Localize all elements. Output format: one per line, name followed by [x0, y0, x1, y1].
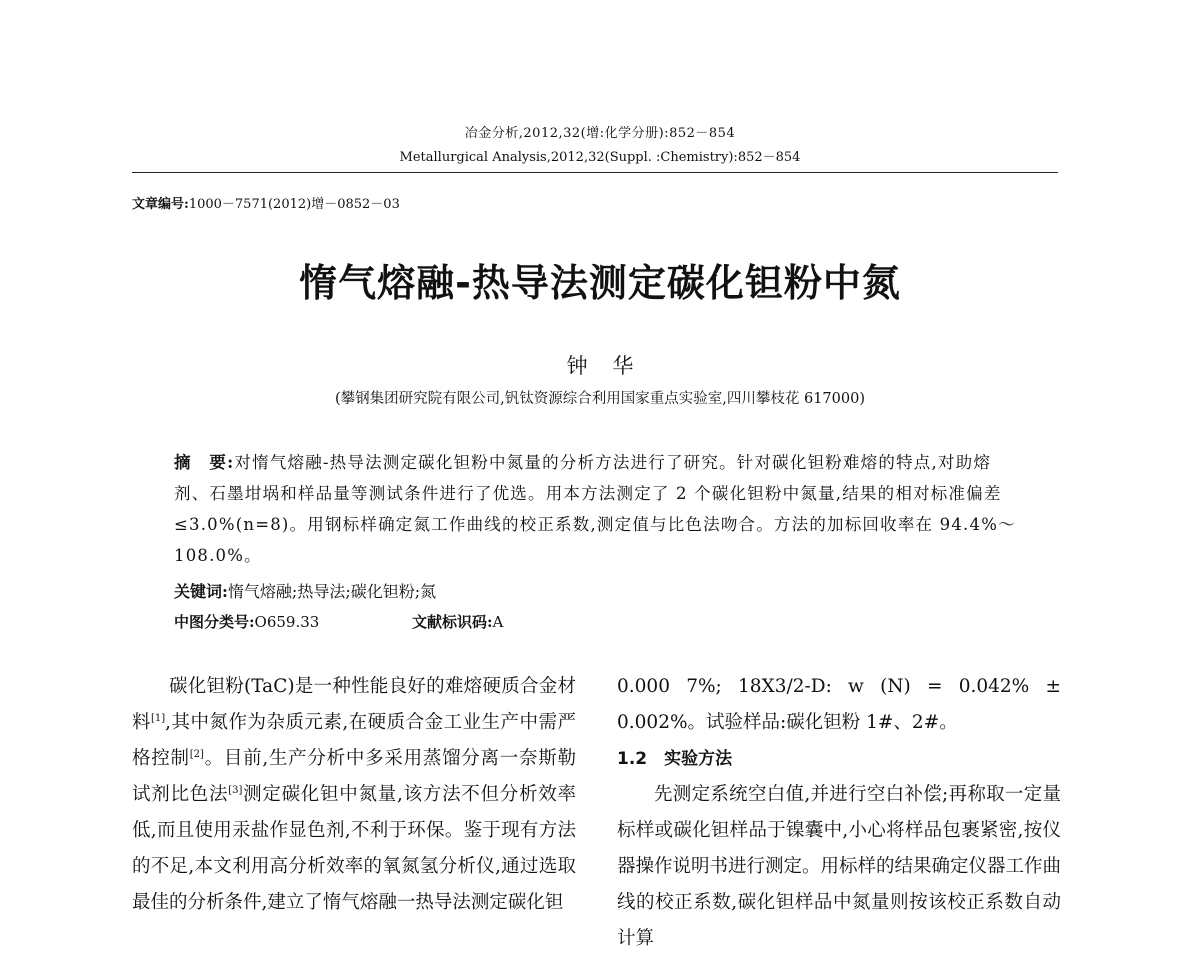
abstract-text: 对惰气熔融-热导法测定碳化钽粉中氮量的分析方法进行了研究。针对碳化钽粉难熔的特点,对助熔剂、石墨坩埚和样品量等测试条件进行了优选。用本方法测定了 2 个碳化钽粉中氮量,结果的相对标准偏差≤3.0%(n=8)。用钢标样确定氮工作曲线的校正系数,测定值与比色法吻合。方法的加标回收率在 94.4%～108.0%。 — [174, 453, 1016, 565]
citation-1: [1] — [150, 712, 166, 724]
body-left-column — [132, 669, 576, 921]
intro-text-1: 碳化钽粉(TaC)是一种性能良好的难熔硬质合金材料 — [132, 676, 576, 733]
method-paragraph: 先测定系统空白值,并进行空白补偿;再称取一定量标样或碳化钽样品于镍囊中,小心将样品包裹紧密,按仪器操作说明书进行测定。用标样的结果确定仪器工作曲线的校正系数,碳化钽样品中氮量则按该校正系数自动计算 — [617, 784, 1062, 949]
section-heading: 1.2 实验方法 — [617, 749, 733, 769]
citation-3: [3] — [228, 784, 243, 796]
article-number — [132, 193, 400, 212]
header-rule — [132, 172, 1058, 173]
keywords-label: 关键词: — [174, 582, 228, 601]
paper-title: 惰气熔融-热导法测定碳化钽粉中氮 — [299, 261, 901, 305]
intro-text-3: 。目前,生产分析中多采用蒸馏分离一奈斯勒试剂比色法 — [132, 748, 576, 805]
keywords — [174, 579, 436, 602]
abstract — [174, 447, 1026, 571]
doc-code-label: 文献标识码: — [412, 613, 493, 631]
doc-code-value: A — [492, 613, 504, 631]
journal-header-cn: 冶金分析,2012,32(增:化学分册):852－854 — [464, 126, 736, 141]
author: 钟 华 — [566, 354, 634, 378]
abstract-label: 摘 要: — [174, 453, 235, 472]
affiliation: (攀钢集团研究院有限公司,钒钛资源综合利用国家重点实验室,四川攀枝花 617000) — [335, 391, 865, 407]
clc-label: 中图分类号: — [174, 613, 255, 631]
intro-text-2: ,其中氮作为杂质元素,在硬质合金工业生产中需严格控制 — [132, 712, 576, 769]
citation-2: [2] — [189, 748, 204, 760]
doc-code — [412, 611, 503, 632]
standards-paragraph: 0.000 7%; 18X3/2-D: w (N) = 0.042% ± 0.002%。试验样品:碳化钽粉 1#、2#。 — [617, 676, 1061, 733]
intro-paragraph — [132, 669, 576, 921]
body-right-column — [617, 669, 1061, 957]
article-number-value: 1000－7571(2012)增－0852－03 — [188, 197, 400, 212]
clc-value: O659.33 — [254, 613, 320, 631]
journal-header-en: Metallurgical Analysis,2012,32(Suppl. :Chemistry):852－854 — [399, 150, 801, 165]
classification — [174, 611, 874, 632]
article-number-label: 文章编号: — [132, 197, 189, 212]
keywords-text: 惰气熔融;热导法;碳化钽粉;氮 — [227, 582, 437, 601]
intro-text-4: 测定碳化钽中氮量,该方法不但分析效率低,而且使用汞盐作显色剂,不利于环保。鉴于现有方法的不足,本文利用高分析效率的氧氮氢分析仪,通过选取最佳的分析条件,建立了惰气熔融一热导法测定碳化钽 — [132, 784, 576, 913]
